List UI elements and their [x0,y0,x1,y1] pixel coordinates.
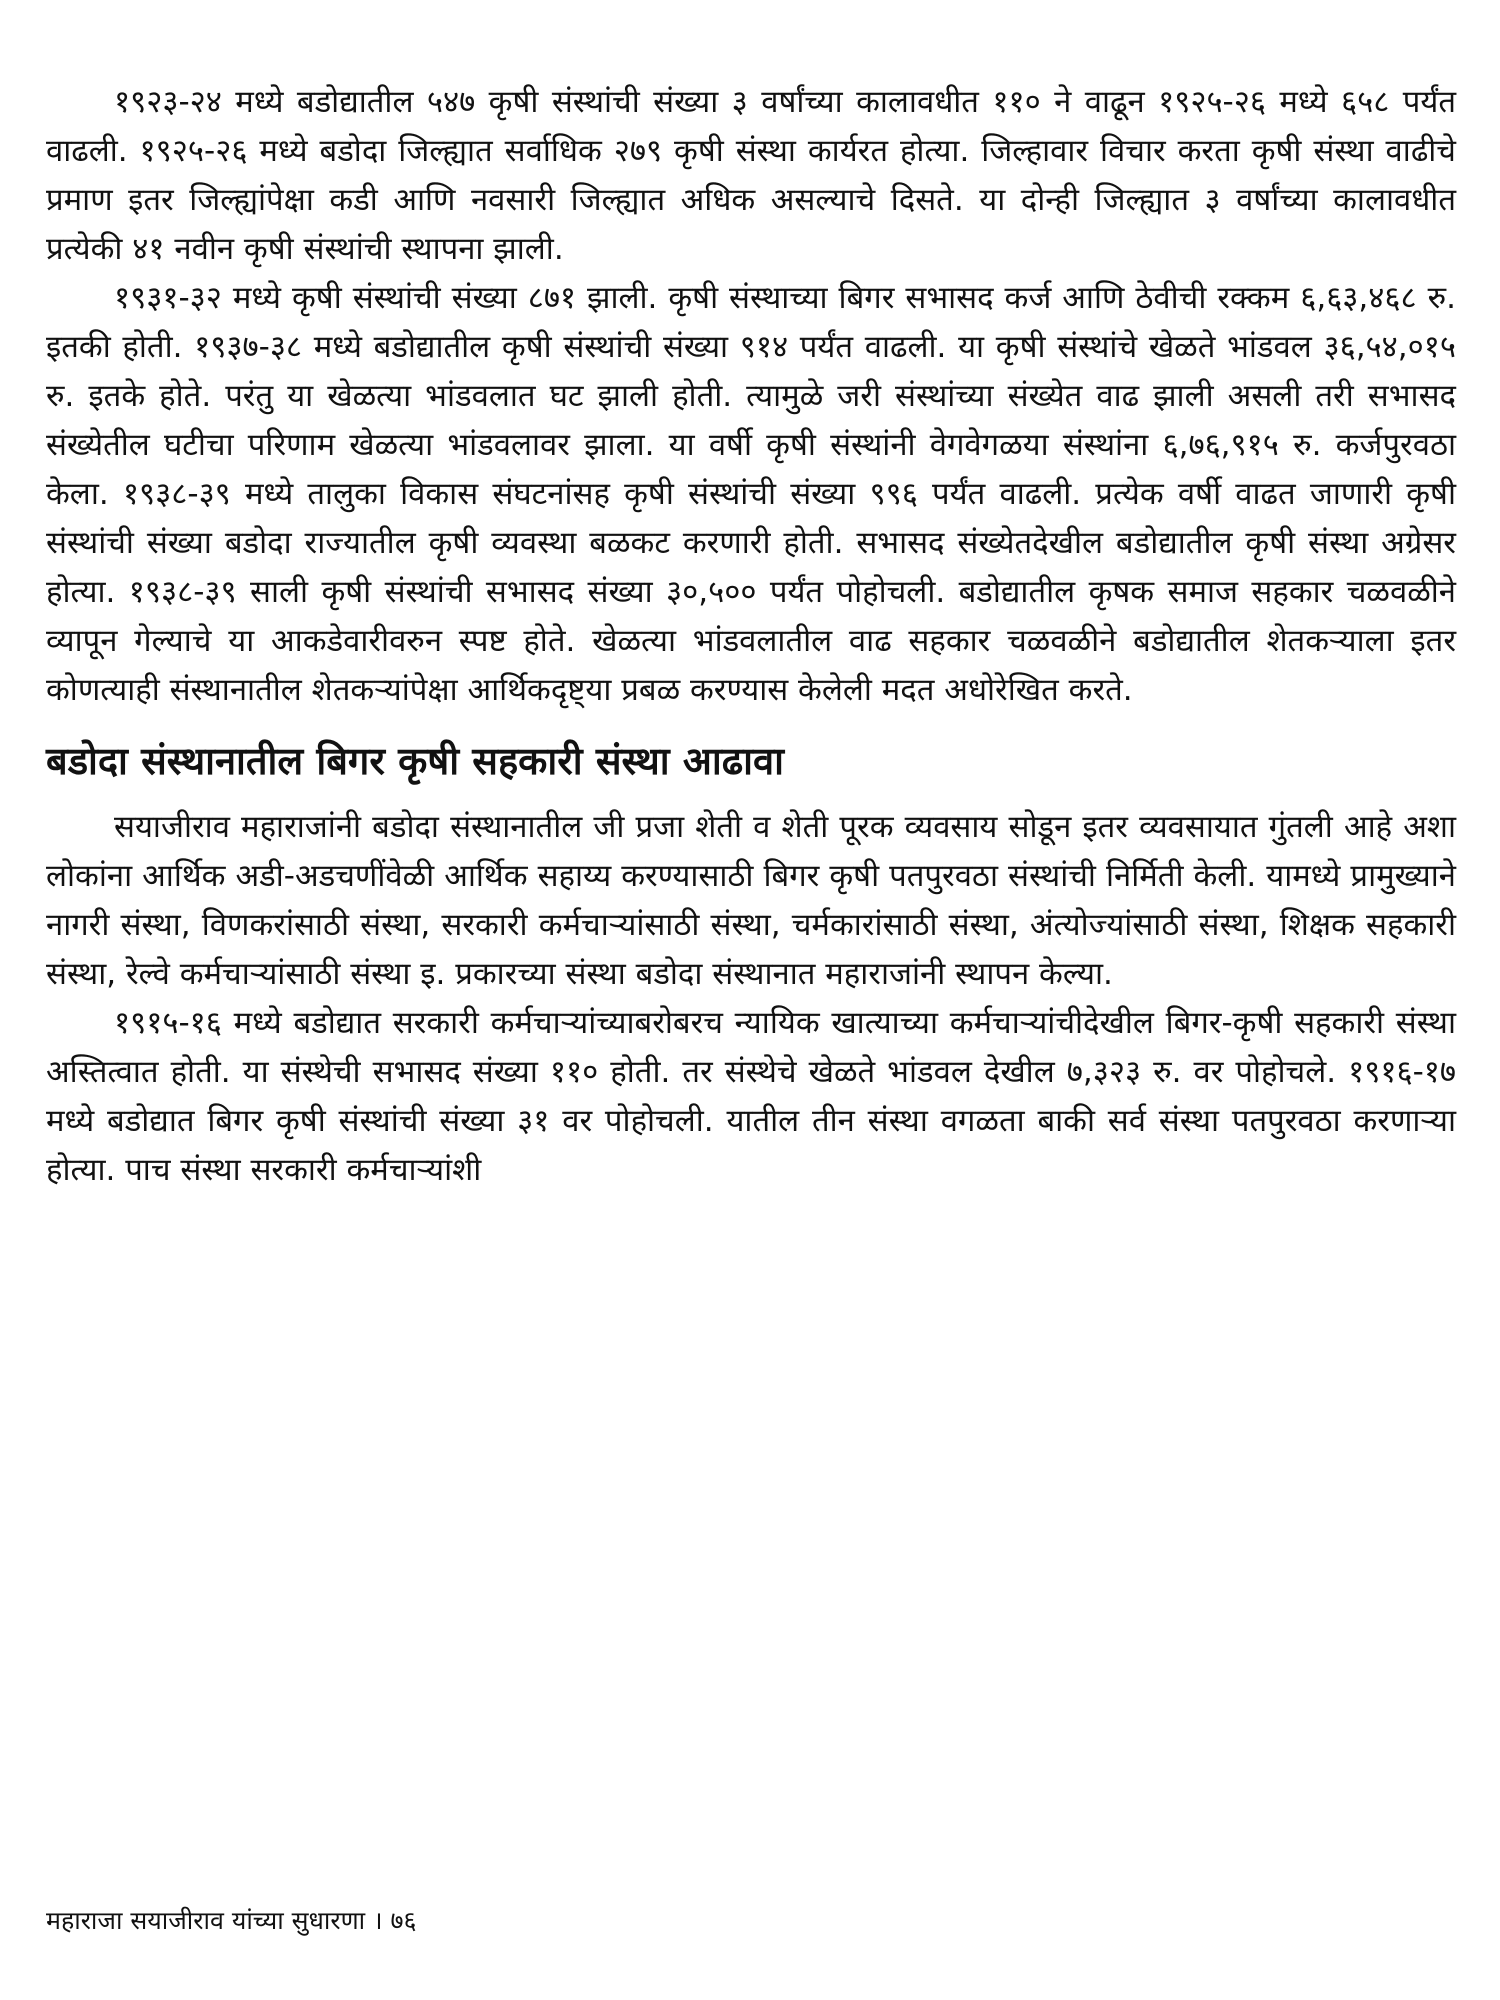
paragraph-3: सयाजीराव महाराजांनी बडोदा संस्थानातील जी प्रजा शेती व शेती पूरक व्यवसाय सोडून इतर व्यवसायात गुंतली आहे अशा लोकांना आर्थिक अडी-अडचणींवेळी आर्थिक सहाय्य करण्यासाठी बिगर कृषी पतपुरवठा संस्थांची निर्मिती केली. यामध्ये प्रामुख्याने नागरी संस्था, विणकरांसाठी संस्था, सरकारी कर्मचाऱ्यांसाठी संस्था, चर्मकारांसाठी संस्था, अंत्योज्यांसाठी संस्था, शिक्षक सहकारी संस्था, रेल्वे कर्मचाऱ्यांसाठी संस्था इ. प्रकारच्या संस्था बडोदा संस्थानात महाराजांनी स्थापन केल्या. [46,809,1456,992]
page-content [46,78,1456,1195]
page-footer: महाराजा सयाजीराव यांच्या सुधारणा । ७६ [46,1906,417,1935]
paragraph-4: १९१५-१६ मध्ये बडोद्यात सरकारी कर्मचाऱ्यांच्याबरोबरच न्यायिक खात्याच्या कर्मचाऱ्यांचीदेखील बिगर-कृषी सहकारी संस्था अस्तित्वात होती. या संस्थेची सभासद संख्या ११० होती. तर संस्थेचे खेळते भांडवल देखील ७,३२३ रु. वर पोहोचले. १९१६-१७ मध्ये बडोद्यात बिगर कृषी संस्थांची संख्या ३१ वर पोहोचली. यातील तीन संस्था वगळता बाकी सर्व संस्था पतपुरवठा करणाऱ्या होत्या. पाच संस्था सरकारी कर्मचाऱ्यांशी [46,1005,1456,1188]
paragraph-2: १९३१-३२ मध्ये कृषी संस्थांची संख्या ८७१ झाली. कृषी संस्थाच्या बिगर सभासद कर्ज आणि ठेवीची रक्कम ६,६३,४६८ रु. इतकी होती. १९३७-३८ मध्ये बडोद्यातील कृषी संस्थांची संख्या ९१४ पर्यंत वाढली. या कृषी संस्थांचे खेळते भांडवल ३६,५४,०१५ रु. इतके होते. परंतु या खेळत्या भांडवलात घट झाली होती. त्यामुळे जरी संस्थांच्या संख्येत वाढ झाली असली तरी सभासद संख्येतील घटीचा परिणाम खेळत्या भांडवलावर झाला. या वर्षी कृषी संस्थांनी वेगवेगळया संस्थांना ६,७६,९१५ रु. कर्जपुरवठा केला. १९३८-३९ मध्ये तालुका विकास संघटनांसह कृषी संस्थांची संख्या ९९६ पर्यंत वाढली. प्रत्येक वर्षी वाढत जाणारी कृषी संस्थांची संख्या बडोदा राज्यातील कृषी व्यवस्था बळकट करणारी होती. सभासद संख्येतदेखील बडोद्यातील कृषी संस्था अग्रेसर होत्या. १९३८-३९ साली कृषी संस्थांची सभासद संख्या ३०,५०० पर्यंत पोहोचली. बडोद्यातील कृषक समाज सहकार चळवळीने व्यापून गेल्याचे या आकडेवारीवरुन स्पष्ट होते. खेळत्या भांडवलातील वाढ सहकार चळवळीने बडोद्यातील शेतकऱ्याला इतर कोणत्याही संस्थानातील शेतकऱ्यांपेक्षा आर्थिकदृष्ट्या प्रबळ करण्यास केलेली मदत अधोरेखित करते. [46,280,1456,708]
section-heading: बडोदा संस्थानातील बिगर कृषी सहकारी संस्था आढावा [46,739,784,783]
paragraph-1: १९२३-२४ मध्ये बडोद्यातील ५४७ कृषी संस्थांची संख्या ३ वर्षांच्या कालावधीत ११० ने वाढून १९२५-२६ मध्ये ६५८ पर्यंत वाढली. १९२५-२६ मध्ये बडोदा जिल्ह्यात सर्वाधिक २७९ कृषी संस्था कार्यरत होत्या. जिल्हावार विचार करता कृषी संस्था वाढीचे प्रमाण इतर जिल्ह्यांपेक्षा कडी आणि नवसारी जिल्ह्यात अधिक असल्याचे दिसते. या दोन्ही जिल्ह्यात ३ वर्षांच्या कालावधीत प्रत्येकी ४१ नवीन कृषी संस्थांची स्थापना झाली. [46,84,1456,267]
